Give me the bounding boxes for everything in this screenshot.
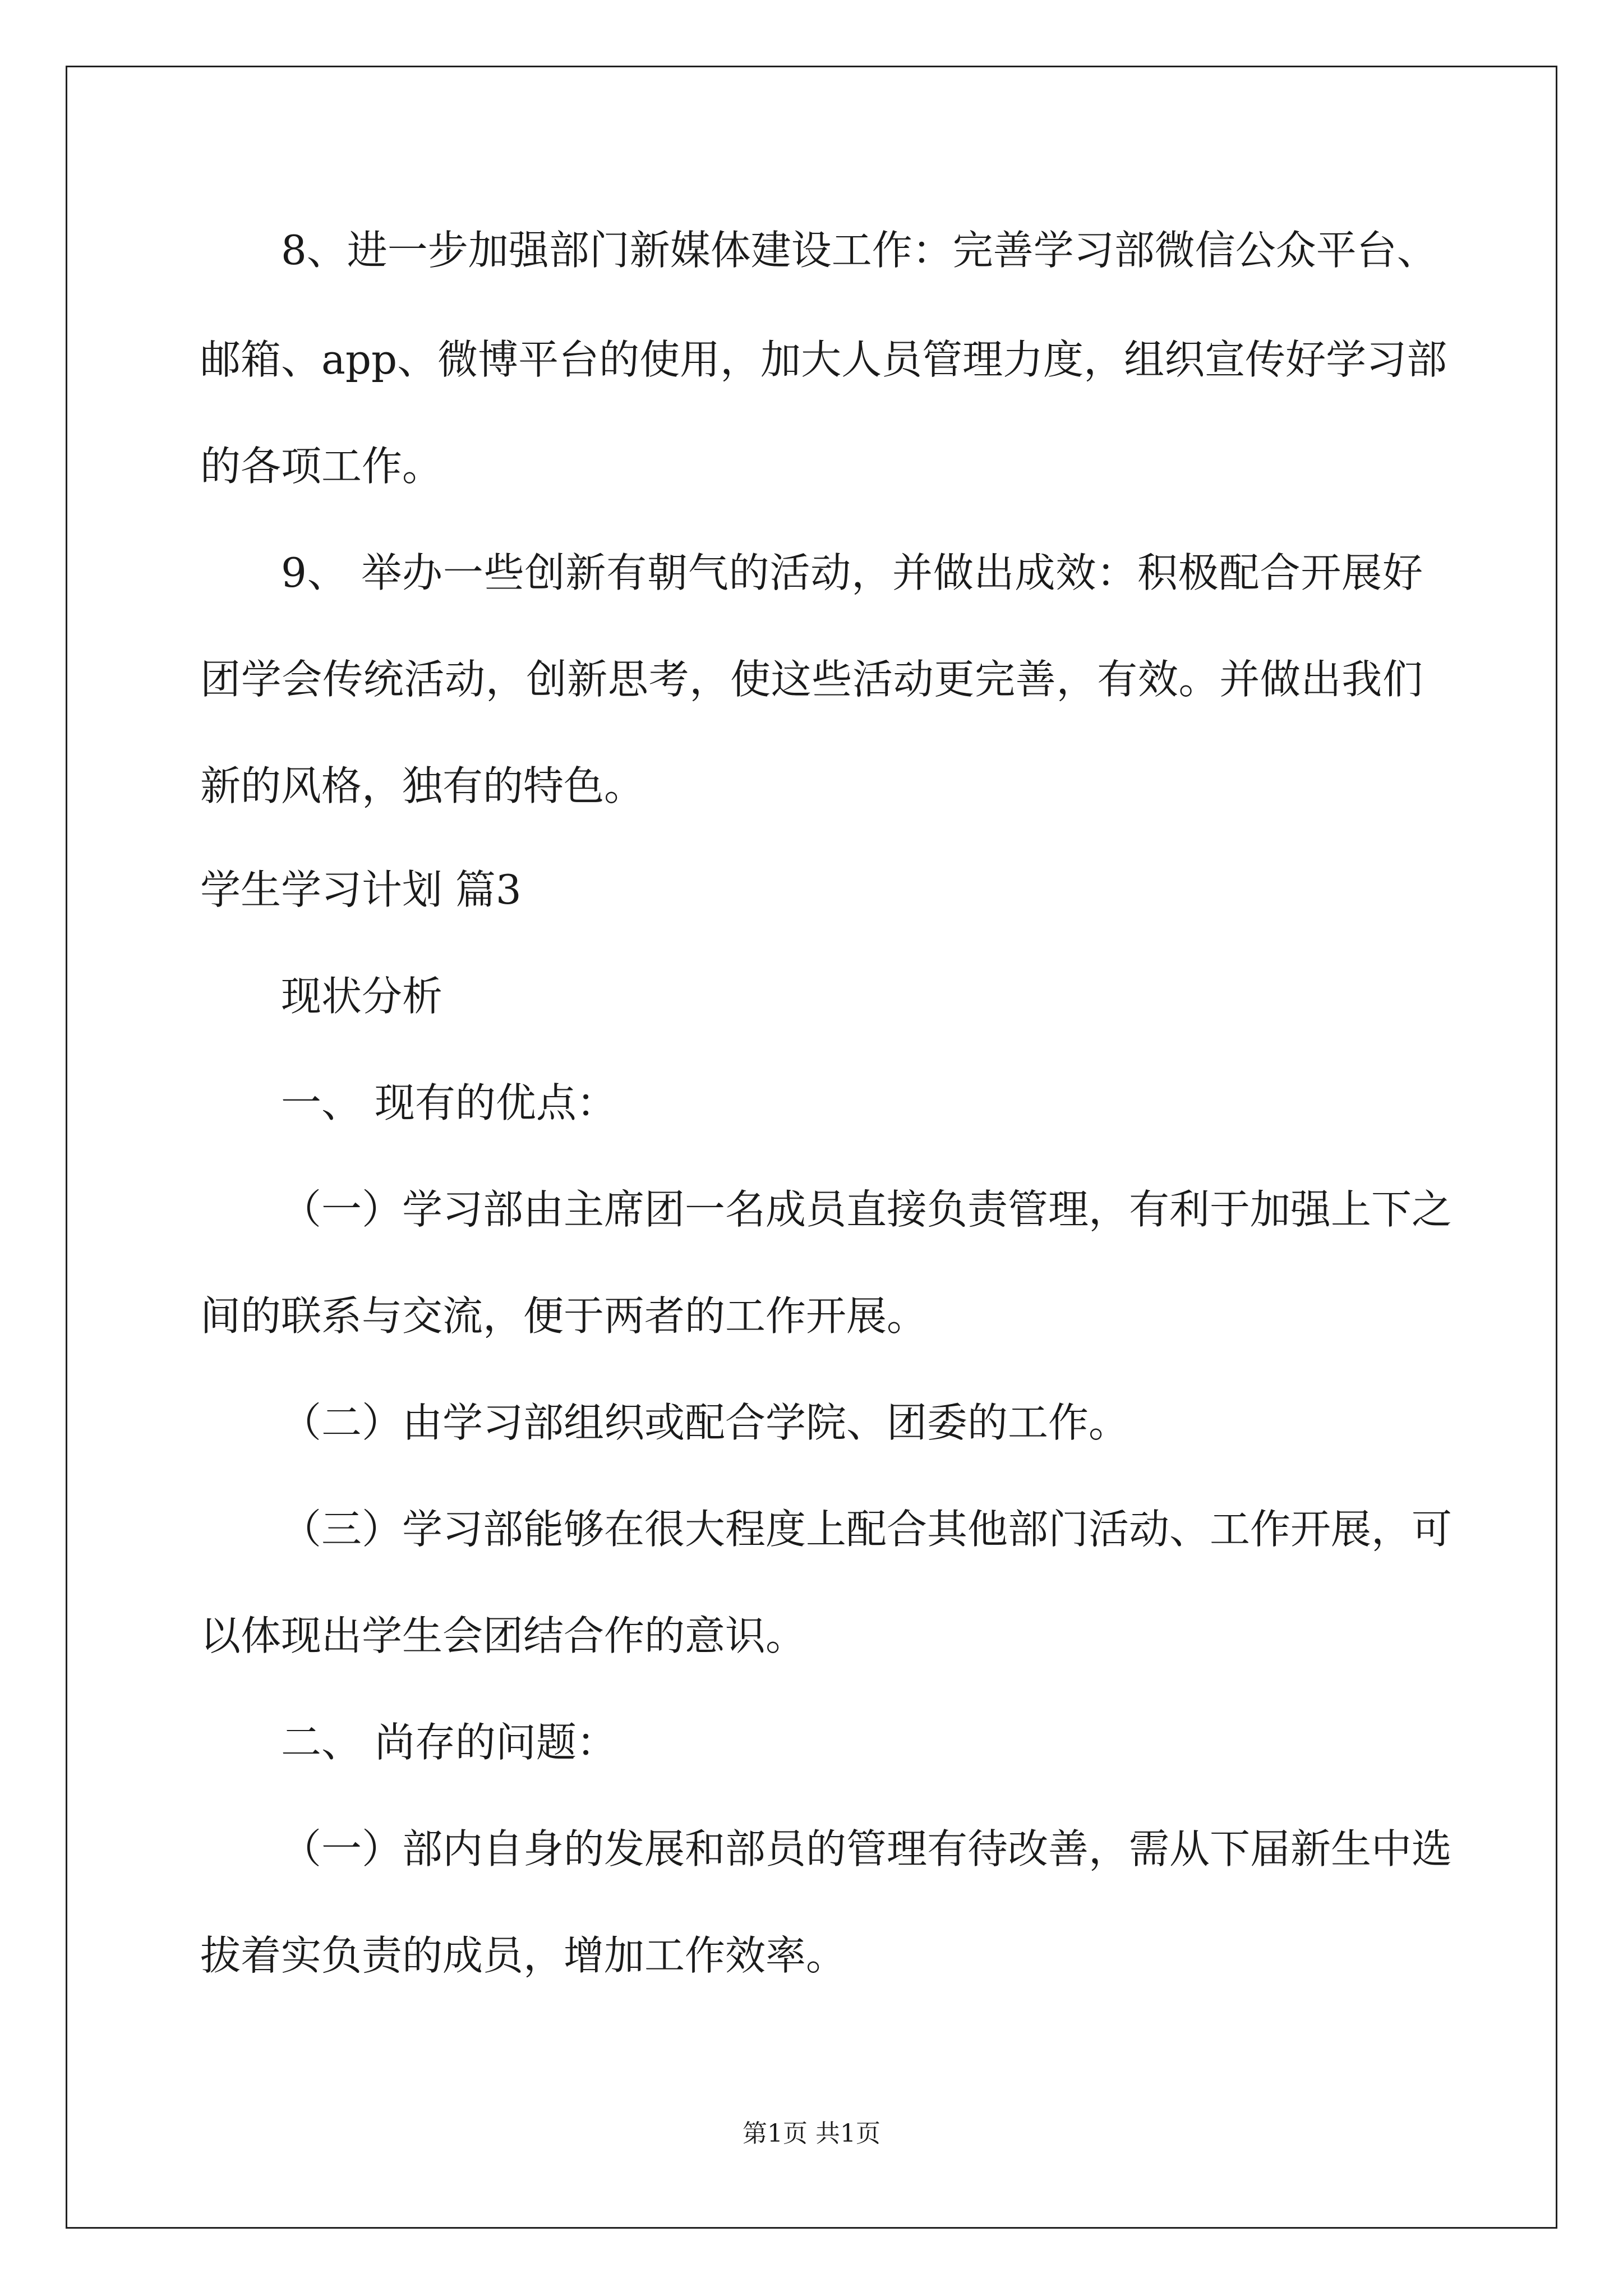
page-border <box>66 66 1557 2229</box>
paragraph-9-line-3: 新的风格，独有的特色。 <box>200 762 645 809</box>
strength-3-line-1: （三）学习部能够在很大程度上配合其他部门活动、工作开展，可 <box>281 1506 1453 1553</box>
paragraph-9-line-1: 9、 举办一些创新有朝气的活动，并做出成效：积极配合开展好 <box>281 549 1423 596</box>
strength-2: （二）由学习部组织或配合学院、团委的工作。 <box>281 1399 1129 1446</box>
paragraph-8-line-2: 邮箱、app、微博平台的使用，加大人员管理力度，组织宣传好学习部 <box>200 336 1447 383</box>
section-heading: 学生学习计划 篇3 <box>200 866 522 913</box>
strength-1-line-2: 间的联系与交流，便于两者的工作开展。 <box>200 1292 928 1340</box>
problem-1-line-2: 拔着实负责的成员，增加工作效率。 <box>200 1932 847 1979</box>
strength-3-line-2: 以体现出学生会团结合作的意识。 <box>200 1612 806 1659</box>
paragraph-8-line-3: 的各项工作。 <box>200 443 443 490</box>
heading-strengths: 一、 现有的优点： <box>281 1079 617 1126</box>
heading-problems: 二、 尚存的问题： <box>281 1719 617 1766</box>
strength-1-line-1: （一）学习部由主席团一名成员直接负责管理，有利于加强上下之 <box>281 1186 1453 1233</box>
paragraph-9-line-2: 团学会传统活动，创新思考，使这些活动更完善，有效。并做出我们 <box>200 656 1423 703</box>
subheading-status-analysis: 现状分析 <box>281 973 443 1020</box>
page-footer: 第1页 共1页 <box>743 2119 880 2148</box>
problem-1-line-1: （一）部内自身的发展和部员的管理有待改善，需从下届新生中选 <box>281 1825 1453 1872</box>
paragraph-8-line-1: 8、进一步加强部门新媒体建设工作：完善学习部微信公众平台、 <box>281 227 1437 274</box>
